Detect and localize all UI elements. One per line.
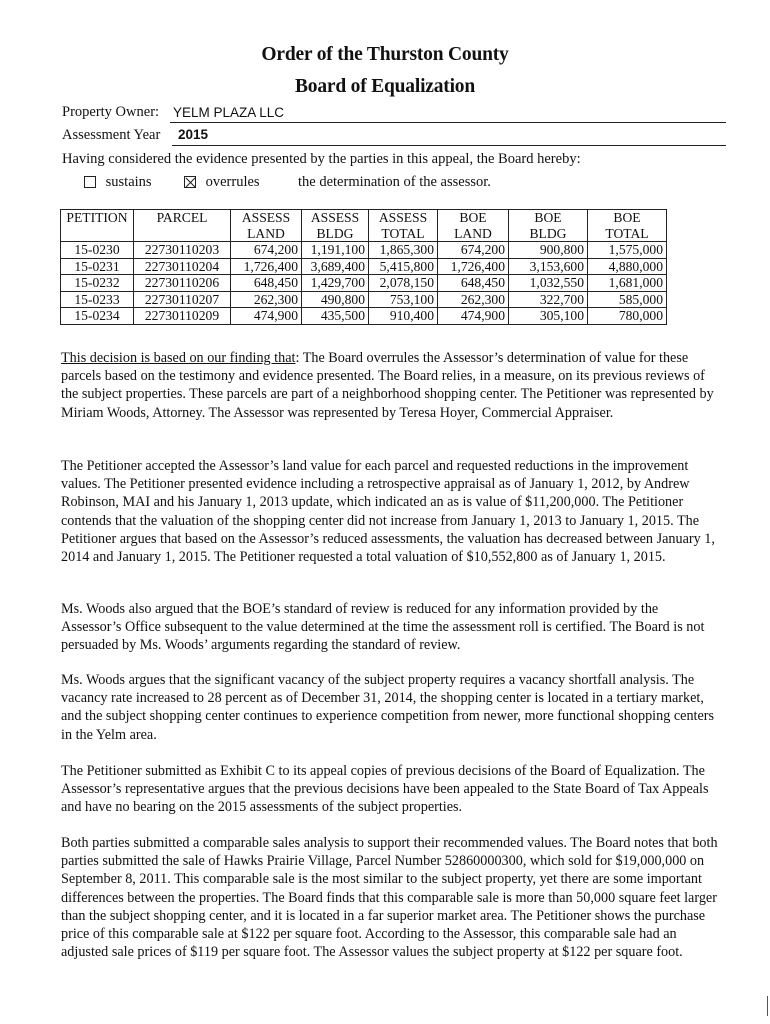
header-assess-total: ASSESS TOTAL: [369, 210, 438, 242]
option-sustains[interactable]: [84, 174, 152, 191]
cell-parcel: 22730110204: [134, 258, 231, 275]
header-boe-land: BOE LAND: [438, 210, 509, 242]
header-assess-land: ASSESS LAND: [231, 210, 302, 242]
cell-boe-total: 1,575,000: [588, 242, 667, 259]
cell-assess-bldg: 1,191,100: [302, 242, 369, 259]
cell-boe-bldg: 1,032,550: [509, 275, 588, 292]
cell-petition: 15-0230: [61, 242, 134, 259]
assessment-year-row: [62, 127, 160, 144]
cell-assess-bldg: 3,689,400: [302, 258, 369, 275]
table-row: [61, 258, 667, 275]
cell-assess-land: 474,900: [231, 308, 302, 325]
finding-paragraph: [61, 349, 721, 422]
comparable-sales-paragraph: Both parties submitted a comparable sales analysis to support their recommended values. The Board notes that both parties submitted the sale of Hawks Prairie Village, Parcel Number 52860000300, which sold for $19,000,000 on September 8, 2011. This comparable sale is the most similar to the subject property, yet there are some important differences between the properties. The Board finds that this comparable sale is more than 50,000 square feet larger than the subject shopping center, and it is located in a far superior market area. The Petitioner shows the purchase price of this comparable sale at $122 per square foot. According to the Assessor, this comparable sale had an adjusted sale prices of $119 per square foot. The Assessor values the subject property at $122 per square foot.: [61, 835, 718, 961]
cell-petition: 15-0231: [61, 258, 134, 275]
overrules-checkbox-checked[interactable]: [184, 176, 196, 188]
cell-assess-bldg: 1,429,700: [302, 275, 369, 292]
cell-parcel: 22730110206: [134, 275, 231, 292]
cell-boe-bldg: 322,700: [509, 291, 588, 308]
cell-parcel: 22730110209: [134, 308, 231, 325]
decision-intro: Having considered the evidence presented by the parties in this appeal, the Board hereby:: [62, 151, 581, 167]
table-header-row: [61, 210, 667, 242]
cell-assess-bldg: 490,800: [302, 291, 369, 308]
exhibit-c-paragraph: The Petitioner submitted as Exhibit C to its appeal copies of previous decisions of the Board of Equalization. The Assessor’s representative argues that the previous decisions have been appealed to the State Board of Tax Appeals and have no bearing on the 2015 assessments of the subject properties.: [61, 763, 709, 816]
option-overrules[interactable]: [184, 174, 260, 191]
cell-petition: 15-0233: [61, 291, 134, 308]
cell-boe-land: 1,726,400: [438, 258, 509, 275]
table-row: [61, 308, 667, 325]
cell-assess-total: 5,415,800: [369, 258, 438, 275]
header-boe-bldg: BOE BLDG: [509, 210, 588, 242]
cell-assess-bldg: 435,500: [302, 308, 369, 325]
cell-boe-total: 1,681,000: [588, 275, 667, 292]
valuation-table: [60, 209, 667, 325]
cell-assess-total: 2,078,150: [369, 275, 438, 292]
document-title-line1: Order of the Thurston County: [261, 44, 509, 65]
cell-parcel: 22730110207: [134, 291, 231, 308]
cell-boe-bldg: 3,153,600: [509, 258, 588, 275]
header-petition: PETITION: [61, 210, 134, 242]
table-row: [61, 291, 667, 308]
table-row: [61, 275, 667, 292]
cell-boe-land: 648,450: [438, 275, 509, 292]
cell-boe-land: 262,300: [438, 291, 509, 308]
header-boe-total: BOE TOTAL: [588, 210, 667, 242]
cell-petition: 15-0232: [61, 275, 134, 292]
cell-boe-total: 585,000: [588, 291, 667, 308]
finding-text: : The Board overrules the Assessor’s determination of value for these parcels based on the testimony and evidence presented. The Board relies, in a measure, on its previous reviews of the subject properties. These parcels are part of a neighborhood shopping center. The Petitioner was represented by Miriam Woods, Attorney. The Assessor was represented by Teresa Hoyer, Commercial Appraiser.: [61, 350, 714, 421]
cell-assess-total: 910,400: [369, 308, 438, 325]
overrules-label: overrules: [205, 174, 260, 190]
cell-assess-total: 1,865,300: [369, 242, 438, 259]
assessment-year-value: 2015: [178, 127, 209, 142]
cell-boe-land: 674,200: [438, 242, 509, 259]
cell-assess-land: 1,726,400: [231, 258, 302, 275]
header-assess-bldg: ASSESS BLDG: [302, 210, 369, 242]
standard-of-review-paragraph: Ms. Woods also argued that the BOE’s standard of review is reduced for any information provided by the Assessor’s Office subsequent to the value determined at the time the assessment roll is certified. The Board is not persuaded by Ms. Woods’ arguments regarding the standard of review.: [61, 601, 705, 654]
table-row: [61, 242, 667, 259]
cell-boe-bldg: 900,800: [509, 242, 588, 259]
cell-assess-land: 262,300: [231, 291, 302, 308]
scan-artifact: [767, 996, 768, 1016]
sustains-label: sustains: [105, 174, 152, 190]
property-owner-row: [62, 104, 159, 121]
cell-boe-total: 780,000: [588, 308, 667, 325]
petitioner-paragraph: The Petitioner accepted the Assessor’s land value for each parcel and requested reductions in the improvement values. The Petitioner presented evidence including a retrospective appraisal as of January 1, 2012, by Andrew Robinson, MAI and his January 1, 2013 update, which indicated an as is value of $11,200,000. The Petitioner contends that the valuation of the shopping center did not increase from January 1, 2013 to January 1, 2015. The Petitioner argues that based on the Assessor’s reduced assessments, the valuation has decreased between January 1, 2014 and January 1, 2015. The Petitioner requested a total valuation of $10,552,800 as of January 1, 2015.: [61, 458, 715, 566]
header-parcel: PARCEL: [134, 210, 231, 242]
finding-lead: This decision is based on our finding that: [61, 350, 296, 366]
cell-parcel: 22730110203: [134, 242, 231, 259]
vacancy-paragraph: Ms. Woods argues that the significant vacancy of the subject property requires a vacancy shortfall analysis. The vacancy rate increased to 28 percent as of December 31, 2014, the shopping center is located in a tertiary market, and the subject shopping center continues to experience competition from newer, more functional shopping centers in the Yelm area.: [61, 672, 715, 743]
assessment-year-label: Assessment Year: [62, 127, 161, 143]
assessment-year-underline: [172, 127, 726, 146]
property-owner-label: Property Owner:: [62, 104, 160, 120]
cell-boe-bldg: 305,100: [509, 308, 588, 325]
cell-boe-land: 474,900: [438, 308, 509, 325]
cell-assess-land: 674,200: [231, 242, 302, 259]
property-owner-value: YELM PLAZA LLC: [173, 105, 285, 120]
cell-petition: 15-0234: [61, 308, 134, 325]
cell-assess-land: 648,450: [231, 275, 302, 292]
cell-boe-total: 4,880,000: [588, 258, 667, 275]
document-title-line2: Board of Equalization: [295, 76, 475, 97]
sustains-checkbox[interactable]: [84, 176, 96, 188]
decision-suffix: the determination of the assessor.: [298, 174, 491, 190]
cell-assess-total: 753,100: [369, 291, 438, 308]
